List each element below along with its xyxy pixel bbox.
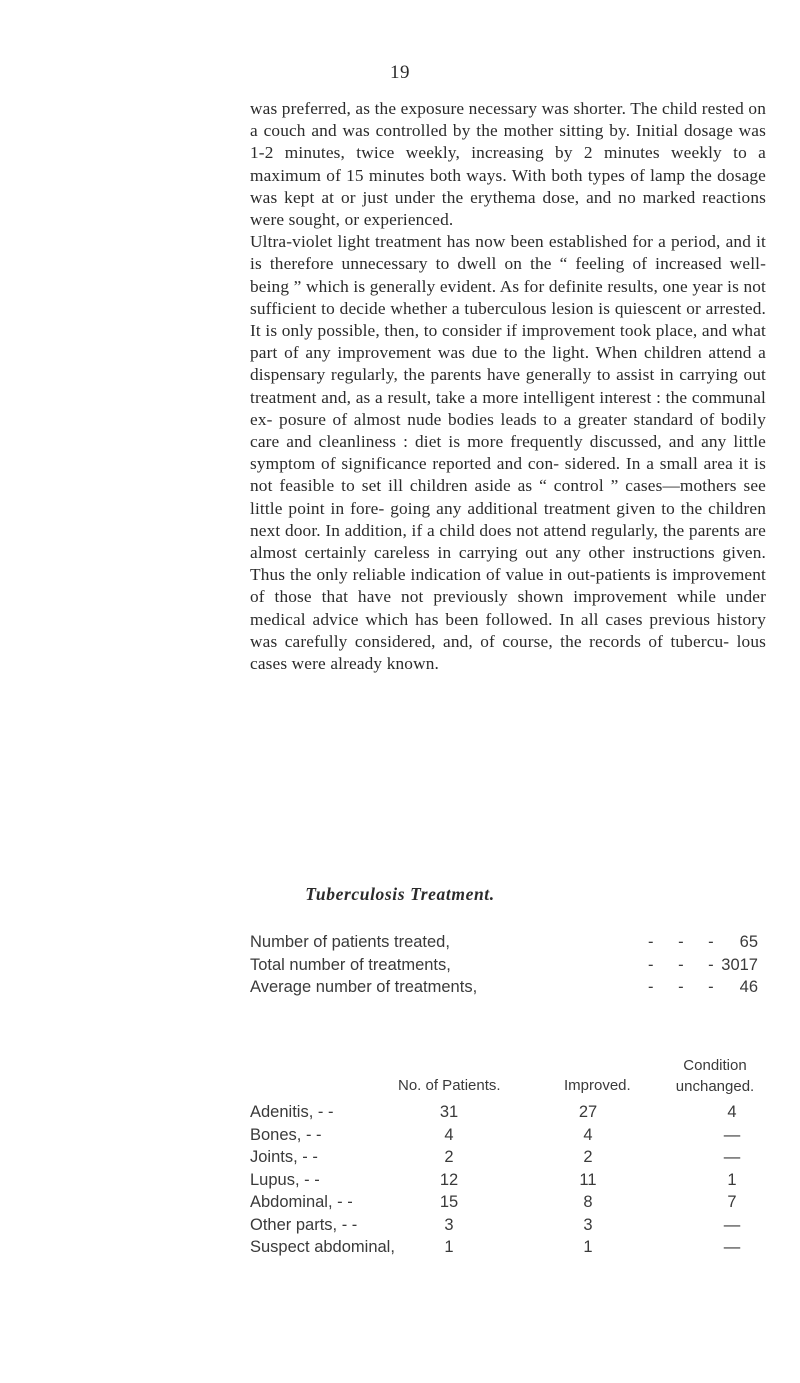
row-category: Abdominal, - - [250,1193,353,1211]
row-unchanged: — [723,1215,741,1234]
header-condition-unchanged [654,1055,776,1097]
header-improved: Improved. [564,1077,631,1094]
leader-dashes: - - - [648,955,724,974]
body-text [250,98,766,675]
table-header [250,1055,776,1101]
table-row [250,1169,776,1192]
row-improved: 3 [583,1215,593,1234]
summary-label: Number of patients treated, [250,933,450,951]
row-unchanged: 1 [727,1170,737,1189]
paragraph: was preferred, as the exposure necessary was shorter. The child rested on a couch and was controlled by the mother sitting by. Initial dosage was 1-2 minutes, twice weekly, increasing by 2 minutes weekly to a maximum of 15 minutes both ways. With both types of lamp the dosage was kept at or just under the erythema dose, and no marked reactions were sought, or experienced. [250,99,766,230]
table-row [250,1191,776,1214]
summary-row [250,976,766,999]
header-patients: No. of Patients. [398,1077,501,1094]
table-row [250,1236,776,1259]
row-improved: 11 [579,1170,597,1189]
leader-dashes: - - - [648,933,724,951]
summary-value: 46 [739,978,758,996]
row-category: Suspect abdominal, [250,1238,395,1256]
row-category: Joints, - - [250,1148,318,1166]
leader-dashes: - - - [648,978,724,996]
summary-list [250,931,766,999]
row-category: Adenitis, - - [250,1103,334,1121]
row-patients: 1 [444,1238,454,1256]
row-patients: 2 [444,1148,454,1166]
summary-row [250,931,766,954]
table-row [250,1214,776,1237]
paragraph: Ultra-violet light treatment has now been established for a period, and it is therefore unnecessary to dwell on the “ feeling of increased well-being ” which is generally evident. As for definite results, one year is not sufficient to decide whether a tuberculous lesion is quiescent or arrested. It is only possible, then, to consider if improvement took place, and what part of any improvement was due to the light. When children attend a dispensary regularly, the parents have generally to assist in carrying out treatment and, as a result, take a more intelligent interest : the communal ex- posure of almost nude bodies leads to a greater standard of bodily care and cleanliness : diet is more frequently discussed, and any little symptom of significance reported and con- sidered. In a small area it is not feasible to set ill children aside as “ control ” cases—mothers see little point in fore- going any additional treatment given to the children next door. In addition, if a child does not attend regularly, the parents are almost certainly careless in carrying out any other instructions given. Thus the only reliable indication of value in out-patients is improvement of those that have not previously shown improvement while under medical advice which has been followed. In all cases previous history was carefully considered, and, of course, the records of tubercu- lous cases were already known. [250,232,766,674]
row-improved: 4 [583,1125,593,1144]
row-improved: 1 [583,1238,593,1256]
row-improved: 8 [583,1193,593,1211]
header-condition-line2: unchanged. [675,1078,755,1095]
table-row [250,1124,776,1147]
row-patients: 3 [444,1215,454,1234]
section-heading: Tuberculosis Treatment. [305,884,495,904]
row-unchanged: — [723,1125,741,1144]
summary-row [250,954,766,977]
row-unchanged: — [723,1238,741,1256]
row-unchanged: — [723,1148,741,1166]
page-number: 19 [390,62,410,83]
row-patients: 15 [439,1193,459,1211]
summary-value: 65 [739,933,758,951]
summary-label: Average number of treatments, [250,978,478,996]
header-condition-line1: Condition [683,1057,747,1074]
table-row [250,1101,776,1124]
row-category: Bones, - - [250,1125,322,1144]
row-patients: 12 [439,1170,459,1189]
row-patients: 31 [439,1103,459,1121]
row-improved: 27 [578,1103,598,1121]
row-category: Other parts, - - [250,1215,358,1234]
row-patients: 4 [444,1125,454,1144]
results-table [250,1055,776,1259]
row-unchanged: 7 [727,1193,737,1211]
row-unchanged: 4 [727,1103,737,1121]
row-improved: 2 [583,1148,593,1166]
row-category: Lupus, - - [250,1170,320,1189]
summary-value: 3017 [721,955,758,974]
summary-label: Total number of treatments, [250,955,451,974]
table-row [250,1146,776,1169]
